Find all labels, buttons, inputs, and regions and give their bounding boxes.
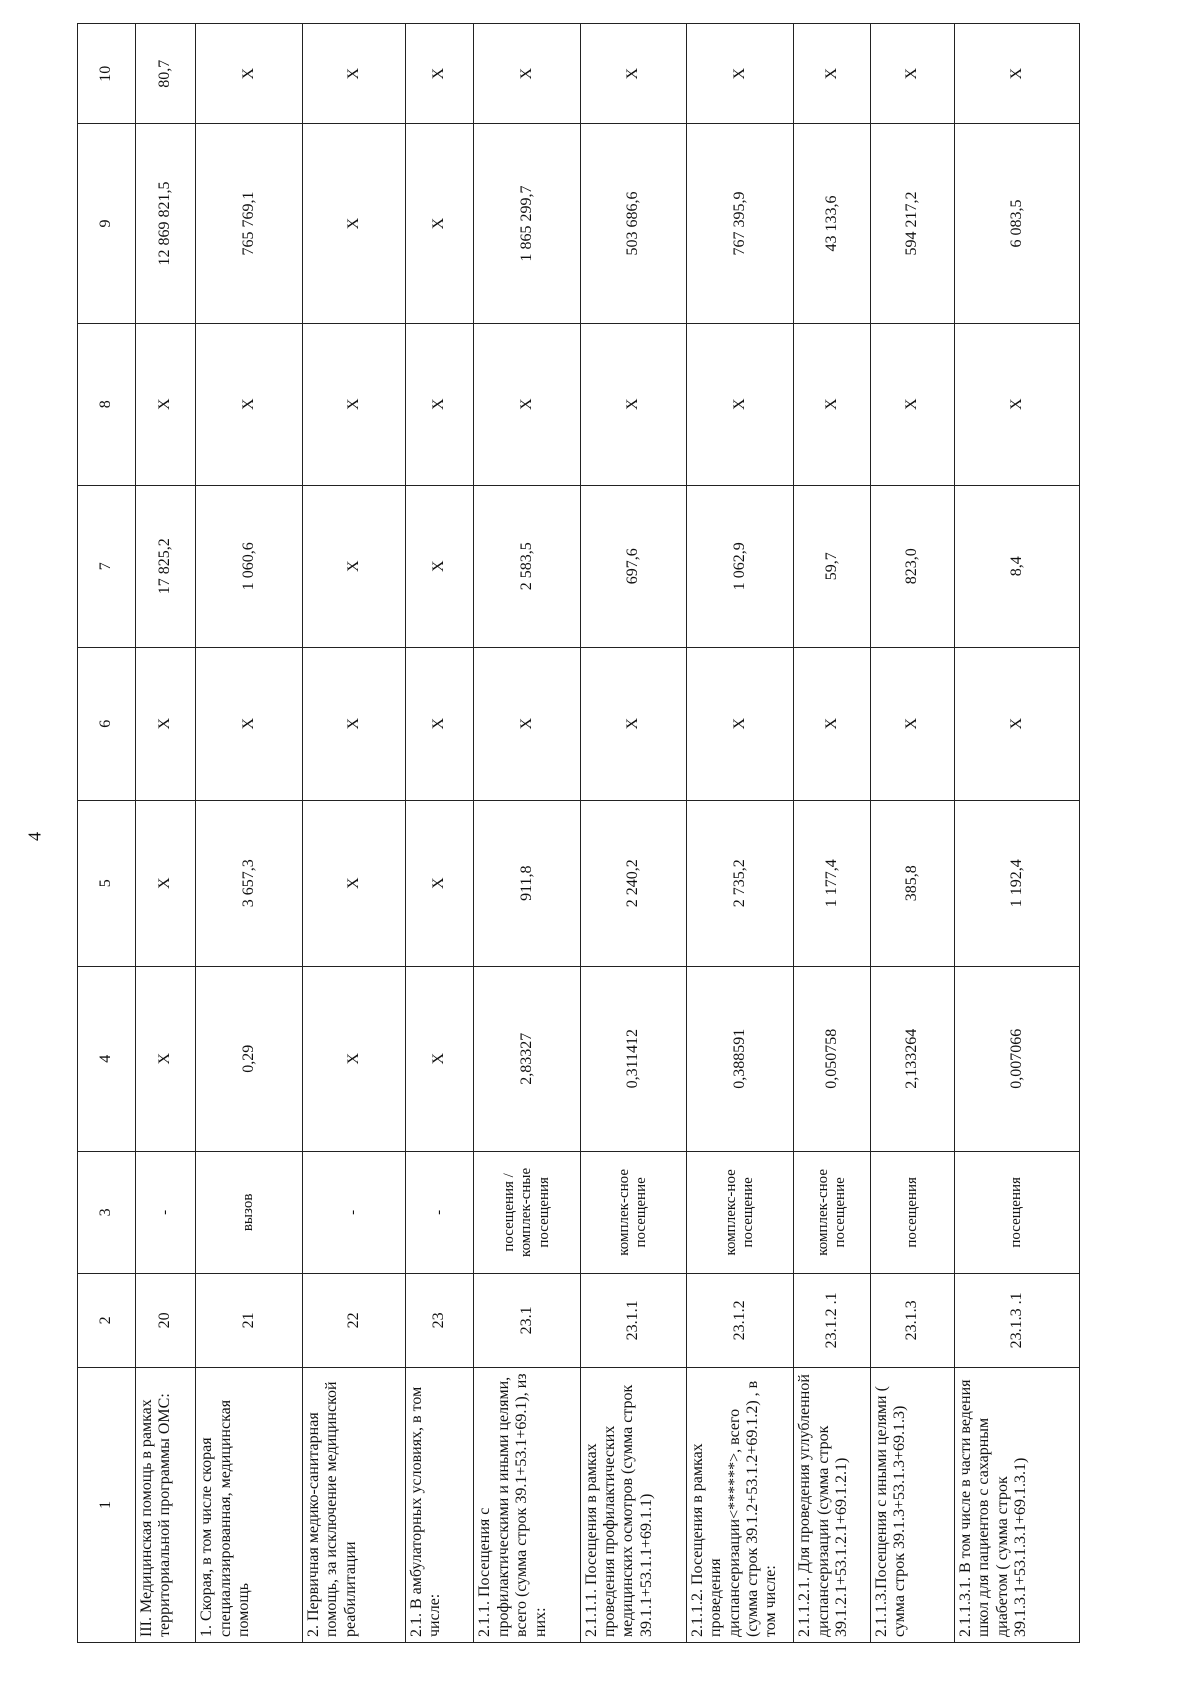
- table-row: [686, 24, 793, 1643]
- value-cell: X: [794, 24, 870, 124]
- value-cell: X: [196, 24, 302, 124]
- value-cell: 0,311412: [580, 966, 686, 1151]
- row-code-cell: 21: [196, 1273, 302, 1367]
- row-label-cell: 2.1. В амбулаторных условиях, в том числе:: [405, 1367, 474, 1642]
- value-cell: X: [794, 647, 870, 800]
- rotated-page: [77, 23, 1080, 1643]
- header-cell: 2: [78, 1273, 136, 1367]
- value-cell: 2 583,5: [474, 485, 580, 647]
- row-label-cell: 2.1.1. Посещения с профилактическими и иными целями, всего (сумма строк 39.1+53.1+69.1), из них:: [474, 1367, 580, 1642]
- table-row: [302, 24, 405, 1643]
- value-cell: 0,29: [196, 966, 302, 1151]
- value-cell: X: [954, 647, 1079, 800]
- unit-cell: посещения: [870, 1151, 954, 1273]
- value-cell: 767 395,9: [686, 124, 793, 323]
- value-cell: 1 192,4: [954, 800, 1079, 966]
- value-cell: 3 657,3: [196, 800, 302, 966]
- value-cell: 43 133,6: [794, 124, 870, 323]
- value-cell: 594 217,2: [870, 124, 954, 323]
- value-cell: 385,8: [870, 800, 954, 966]
- table-header-row: [78, 24, 136, 1643]
- table-row: [954, 24, 1079, 1643]
- value-cell: 0,050758: [794, 966, 870, 1151]
- unit-cell: -: [302, 1151, 405, 1273]
- value-cell: X: [302, 124, 405, 323]
- page-number: 4: [24, 832, 45, 841]
- row-label-cell: 1. Скорая, в том числе скорая специализированная, медицинская помощь: [196, 1367, 302, 1642]
- value-cell: 0,388591: [686, 966, 793, 1151]
- value-cell: 59,7: [794, 485, 870, 647]
- value-cell: X: [870, 24, 954, 124]
- row-label-cell: 2.1.1.2. Посещения в рамках проведения диспансеризации<******>, всего (сумма строк 39.1.2+53.1.2+69.1.2) , в том числе:: [686, 1367, 793, 1642]
- table-row: [580, 24, 686, 1643]
- unit-cell: комплекс-ное посещение: [686, 1151, 793, 1273]
- value-cell: X: [686, 24, 793, 124]
- unit-cell: посещения: [954, 1151, 1079, 1273]
- row-label-cell: 2.1.1.3.Посещения с иными целями ( сумма строк 39.1.3+53.1.3+69.1.3): [870, 1367, 954, 1642]
- value-cell: 503 686,6: [580, 124, 686, 323]
- value-cell: X: [794, 323, 870, 485]
- value-cell: 12 869 821,5: [135, 124, 196, 323]
- row-code-cell: 22: [302, 1273, 405, 1367]
- value-cell: X: [135, 800, 196, 966]
- value-cell: 1 177,4: [794, 800, 870, 966]
- value-cell: 697,6: [580, 485, 686, 647]
- table-row: [135, 24, 196, 1643]
- row-code-cell: 23.1.2: [686, 1273, 793, 1367]
- value-cell: X: [580, 24, 686, 124]
- value-cell: X: [302, 800, 405, 966]
- value-cell: X: [196, 323, 302, 485]
- value-cell: X: [135, 647, 196, 800]
- value-cell: X: [405, 24, 474, 124]
- value-cell: X: [196, 647, 302, 800]
- row-code-cell: 23.1: [474, 1273, 580, 1367]
- header-cell: 4: [78, 966, 136, 1151]
- value-cell: X: [405, 966, 474, 1151]
- row-code-cell: 23.1.3: [870, 1273, 954, 1367]
- row-code-cell: 23.1.1: [580, 1273, 686, 1367]
- value-cell: X: [474, 24, 580, 124]
- value-cell: X: [405, 124, 474, 323]
- value-cell: X: [474, 323, 580, 485]
- table-row: [870, 24, 954, 1643]
- value-cell: X: [686, 323, 793, 485]
- value-cell: X: [302, 647, 405, 800]
- value-cell: X: [580, 647, 686, 800]
- unit-cell: -: [135, 1151, 196, 1273]
- value-cell: 17 825,2: [135, 485, 196, 647]
- row-label-cell: 2.1.1.2.1. Для проведения углубленной диспансеризации (сумма строк 39.1.2.1+53.1.2.1+69.1.2.1): [794, 1367, 870, 1642]
- table-row: [405, 24, 474, 1643]
- header-cell: 1: [78, 1367, 136, 1642]
- table-row: [196, 24, 302, 1643]
- row-label-cell: 2.1.1.1. Посещения в рамках проведения профилактических медицинских осмотров (сумма строк 39.1.1+53.1.1+69.1.1): [580, 1367, 686, 1642]
- value-cell: 1 865 299,7: [474, 124, 580, 323]
- row-code-cell: 23.1.2 .1: [794, 1273, 870, 1367]
- value-cell: 823,0: [870, 485, 954, 647]
- data-table: [77, 23, 1080, 1643]
- value-cell: 6 083,5: [954, 124, 1079, 323]
- header-cell: 3: [78, 1151, 136, 1273]
- value-cell: X: [302, 323, 405, 485]
- header-cell: 7: [78, 485, 136, 647]
- header-cell: 10: [78, 24, 136, 124]
- value-cell: X: [474, 647, 580, 800]
- row-label-cell: 2.1.1.3.1. В том числе в части ведения школ для пациентов с сахарным диабетом ( сумма строк 39.1.3.1+53.1.3.1+69.1.3.1): [954, 1367, 1079, 1642]
- value-cell: 2,133264: [870, 966, 954, 1151]
- header-cell: 6: [78, 647, 136, 800]
- value-cell: X: [405, 647, 474, 800]
- value-cell: 2,83327: [474, 966, 580, 1151]
- value-cell: X: [405, 485, 474, 647]
- value-cell: X: [135, 966, 196, 1151]
- value-cell: 765 769,1: [196, 124, 302, 323]
- table-body: [78, 24, 1080, 1643]
- value-cell: 0,007066: [954, 966, 1079, 1151]
- value-cell: X: [135, 323, 196, 485]
- row-code-cell: 23: [405, 1273, 474, 1367]
- value-cell: X: [870, 323, 954, 485]
- value-cell: 1 060,6: [196, 485, 302, 647]
- row-code-cell: 23.1.3 .1: [954, 1273, 1079, 1367]
- table-row: [474, 24, 580, 1643]
- value-cell: X: [954, 24, 1079, 124]
- value-cell: X: [686, 647, 793, 800]
- value-cell: 2 735,2: [686, 800, 793, 966]
- value-cell: 8,4: [954, 485, 1079, 647]
- value-cell: 80,7: [135, 24, 196, 124]
- value-cell: 2 240,2: [580, 800, 686, 966]
- value-cell: X: [302, 24, 405, 124]
- value-cell: 1 062,9: [686, 485, 793, 647]
- value-cell: X: [302, 485, 405, 647]
- value-cell: X: [302, 966, 405, 1151]
- unit-cell: комплек-сное посещение: [794, 1151, 870, 1273]
- header-cell: 8: [78, 323, 136, 485]
- header-cell: 9: [78, 124, 136, 323]
- row-label-cell: III. Медицинская помощь в рамках территориальной программы ОМС:: [135, 1367, 196, 1642]
- row-label-cell: 2. Первичная медико-санитарная помощь, за исключение медицинской реабилитации: [302, 1367, 405, 1642]
- unit-cell: -: [405, 1151, 474, 1273]
- value-cell: X: [580, 323, 686, 485]
- unit-cell: посещения /комплек-сные посещения: [474, 1151, 580, 1273]
- value-cell: X: [870, 647, 954, 800]
- table-row: [794, 24, 870, 1643]
- value-cell: X: [405, 800, 474, 966]
- value-cell: X: [954, 323, 1079, 485]
- row-code-cell: 20: [135, 1273, 196, 1367]
- unit-cell: комплек-сное посещение: [580, 1151, 686, 1273]
- unit-cell: вызов: [196, 1151, 302, 1273]
- value-cell: X: [405, 323, 474, 485]
- value-cell: 911,8: [474, 800, 580, 966]
- header-cell: 5: [78, 800, 136, 966]
